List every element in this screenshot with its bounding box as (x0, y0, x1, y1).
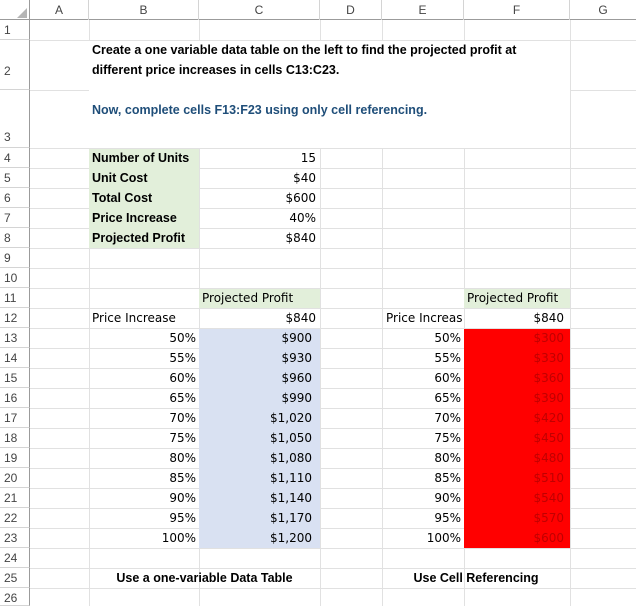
right-increase-cell[interactable]: 90% (434, 491, 461, 505)
row-header-15[interactable]: 15 (0, 368, 30, 388)
left-increase-cell[interactable]: 75% (169, 431, 196, 445)
row-header-7[interactable]: 7 (0, 208, 30, 228)
left-table-base-value[interactable]: $840 (285, 311, 316, 325)
row-header-26[interactable]: 26 (0, 588, 30, 606)
row-header-22[interactable]: 22 (0, 508, 30, 528)
instruction-line-3: Now, complete cells F13:F23 using only cell referencing. (92, 103, 428, 117)
right-increase-cell[interactable]: 55% (434, 351, 461, 365)
row-header-13[interactable]: 13 (0, 328, 30, 348)
row-header-3[interactable]: 3 (0, 90, 30, 148)
left-increase-cell[interactable]: 95% (169, 511, 196, 525)
right-profit-cell[interactable]: $540 (533, 491, 564, 505)
row-header-14[interactable]: 14 (0, 348, 30, 368)
column-header-a[interactable]: A (30, 0, 89, 20)
right-table-header[interactable]: Projected Profit (467, 291, 559, 305)
left-increase-cell[interactable]: 90% (169, 491, 196, 505)
row-header-20[interactable]: 20 (0, 468, 30, 488)
right-profit-cell[interactable]: $480 (533, 451, 564, 465)
row-header-4[interactable]: 4 (0, 148, 30, 168)
row-header-10[interactable]: 10 (0, 268, 30, 288)
right-profit-cell[interactable]: $390 (533, 391, 564, 405)
left-profit-cell[interactable]: $1,050 (270, 431, 312, 445)
right-increase-cell[interactable]: 85% (434, 471, 461, 485)
right-profit-cell[interactable]: $600 (533, 531, 564, 545)
left-table-footer[interactable]: Use a one-variable Data Table (116, 571, 293, 585)
select-all-corner[interactable] (0, 0, 30, 20)
column-header-d[interactable]: D (320, 0, 382, 20)
left-profit-cell[interactable]: $1,080 (270, 451, 312, 465)
column-header-row (0, 0, 636, 20)
right-profit-cell[interactable]: $450 (533, 431, 564, 445)
input-label-price-increase[interactable]: Price Increase (92, 211, 177, 225)
instruction-line-2: different price increases in cells C13:C23. (92, 63, 340, 77)
row-header-9[interactable]: 9 (0, 248, 30, 268)
input-label-unit-cost[interactable]: Unit Cost (92, 171, 148, 185)
input-value-total-cost[interactable]: $600 (285, 191, 316, 205)
left-increase-cell[interactable]: 60% (169, 371, 196, 385)
row-header-1[interactable]: 1 (0, 20, 30, 40)
column-header-g[interactable]: G (598, 3, 608, 17)
gridline (570, 20, 571, 606)
row-header-18[interactable]: 18 (0, 428, 30, 448)
row-header-19[interactable]: 19 (0, 448, 30, 468)
row-header-6[interactable]: 6 (0, 188, 30, 208)
row-header-17[interactable]: 17 (0, 408, 30, 428)
left-profit-cell[interactable]: $960 (281, 371, 312, 385)
left-table-row-label[interactable]: Price Increase (92, 311, 176, 325)
left-increase-cell[interactable]: 70% (169, 411, 196, 425)
left-increase-cell[interactable]: 50% (169, 331, 196, 345)
right-profit-cell[interactable]: $420 (533, 411, 564, 425)
input-label-projected-profit[interactable]: Projected Profit (92, 231, 186, 245)
row-header-11[interactable]: 11 (0, 288, 30, 308)
gridline (30, 248, 636, 249)
left-increase-cell[interactable]: 65% (169, 391, 196, 405)
left-increase-cell[interactable]: 55% (169, 351, 196, 365)
right-increase-cell[interactable]: 70% (434, 411, 461, 425)
row-header-24[interactable]: 24 (0, 548, 30, 568)
right-table-footer[interactable]: Use Cell Referencing (413, 571, 539, 585)
row-header-8[interactable]: 8 (0, 228, 30, 248)
right-profit-cell[interactable]: $330 (533, 351, 564, 365)
right-increase-cell[interactable]: 100% (426, 531, 461, 545)
left-profit-cell[interactable]: $930 (281, 351, 312, 365)
left-profit-cell[interactable]: $990 (281, 391, 312, 405)
right-profit-cell[interactable]: $510 (533, 471, 564, 485)
left-table-header[interactable]: Projected Profit (202, 291, 294, 305)
gridline (30, 268, 636, 269)
input-value-price-increase[interactable]: 40% (289, 211, 316, 225)
right-profit-cell[interactable]: $300 (533, 331, 564, 345)
column-header-c[interactable]: C (199, 0, 320, 20)
left-profit-cell[interactable]: $1,200 (270, 531, 312, 545)
input-value-units[interactable]: 15 (300, 151, 316, 165)
right-increase-cell[interactable]: 50% (434, 331, 461, 345)
right-increase-cell[interactable]: 80% (434, 451, 461, 465)
row-header-23[interactable]: 23 (0, 528, 30, 548)
right-increase-cell[interactable]: 60% (434, 371, 461, 385)
left-increase-cell[interactable]: 85% (169, 471, 196, 485)
row-header-5[interactable]: 5 (0, 168, 30, 188)
gridline (30, 588, 636, 589)
left-profit-cell[interactable]: $900 (281, 331, 312, 345)
row-header-2[interactable]: 2 (0, 40, 30, 90)
row-header-16[interactable]: 16 (0, 388, 30, 408)
right-table-base-value[interactable]: $840 (533, 311, 564, 325)
input-label-units[interactable]: Number of Units (92, 151, 190, 165)
right-increase-cell[interactable]: 95% (434, 511, 461, 525)
row-header-21[interactable]: 21 (0, 488, 30, 508)
left-profit-cell[interactable]: $1,110 (270, 471, 312, 485)
right-profit-cell[interactable]: $360 (533, 371, 564, 385)
left-profit-cell[interactable]: $1,170 (270, 511, 312, 525)
right-table-row-label[interactable]: Price Increas (386, 311, 463, 325)
right-profit-cell[interactable]: $570 (533, 511, 564, 525)
instruction-line-1: Create a one variable data table on the left to find the projected profit at (92, 43, 517, 57)
gridline (30, 548, 636, 549)
right-increase-cell[interactable]: 65% (434, 391, 461, 405)
left-increase-cell[interactable]: 100% (161, 531, 196, 545)
left-increase-cell[interactable]: 80% (169, 451, 196, 465)
column-header-f[interactable]: F (464, 0, 570, 20)
input-value-unit-cost[interactable]: $40 (293, 171, 316, 185)
left-profit-cell[interactable]: $1,020 (270, 411, 312, 425)
row-header-12[interactable]: 12 (0, 308, 30, 328)
input-label-total-cost[interactable]: Total Cost (92, 191, 153, 205)
row-header-25[interactable]: 25 (0, 568, 30, 588)
left-profit-cell[interactable]: $1,140 (270, 491, 312, 505)
select-all-icon (17, 8, 27, 18)
column-header-e[interactable]: E (382, 0, 464, 20)
input-value-projected-profit[interactable]: $840 (285, 231, 316, 245)
right-increase-cell[interactable]: 75% (434, 431, 461, 445)
column-header-b[interactable]: B (89, 0, 199, 20)
